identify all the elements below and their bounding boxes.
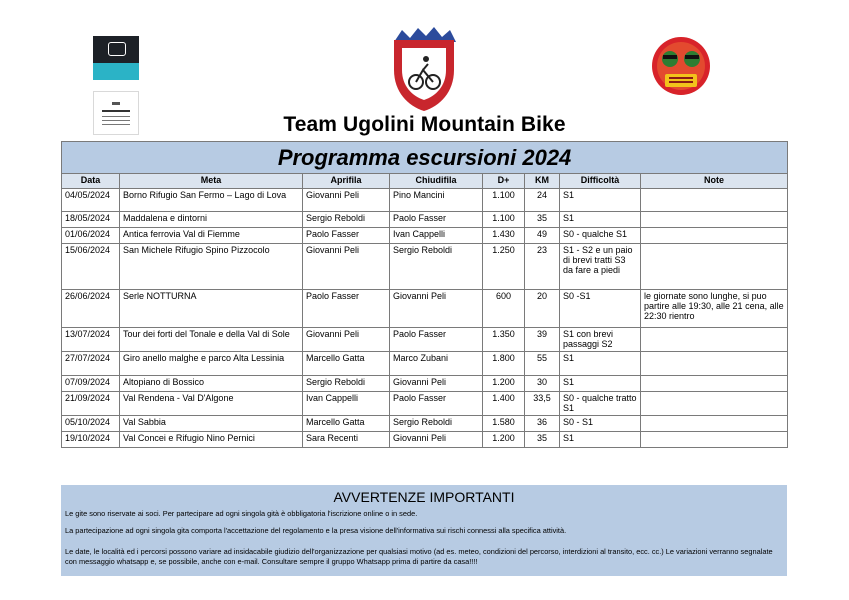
excursion-schedule-table — [61, 141, 788, 448]
table-row — [62, 228, 788, 244]
km-cell: 33,5 — [525, 392, 560, 416]
elevation-cell: 600 — [483, 290, 525, 328]
date-cell: 01/06/2024 — [62, 228, 120, 244]
sweeper-cell: Paolo Fasser — [390, 392, 483, 416]
date-cell: 15/06/2024 — [62, 244, 120, 290]
notice-title: AVVERTENZE IMPORTANTI — [333, 489, 515, 505]
table-row — [62, 189, 788, 212]
leader-cell: Marcello Gatta — [303, 416, 390, 432]
date-cell: 13/07/2024 — [62, 328, 120, 352]
elevation-cell: 1.350 — [483, 328, 525, 352]
difficulty-cell: S1 con brevi passaggi S2 — [560, 328, 641, 352]
table-row — [62, 352, 788, 376]
destination-cell: Val Sabbia — [120, 416, 303, 432]
km-cell: 30 — [525, 376, 560, 392]
date-cell: 07/09/2024 — [62, 376, 120, 392]
notes-cell — [641, 352, 788, 376]
notes-cell — [641, 432, 788, 448]
notes-cell — [641, 376, 788, 392]
sweeper-cell: Paolo Fasser — [390, 212, 483, 228]
difficulty-cell: S0 - qualche tratto S1 — [560, 392, 641, 416]
table-row — [62, 244, 788, 290]
difficulty-cell: S0 - qualche S1 — [560, 228, 641, 244]
column-header-date: Data — [62, 174, 120, 189]
date-cell: 27/07/2024 — [62, 352, 120, 376]
destination-cell: Altopiano di Bossico — [120, 376, 303, 392]
notice-line: Le date, le località ed i percorsi possono variare ad insidacabile giudizio dell'organizzazione per qualsiasi motivo (ad es. meteo, condizioni del percorso, interdizioni al transito, ecc. cc.) Le variazioni verranno segnalate con messaggio whatsapp e, se possibile, anche con e-mail. Consultare sempre il gruppo Whatsapp prima di partire da casa!!!! — [65, 547, 773, 566]
column-header-sweeper: Chiudifila — [390, 174, 483, 189]
destination-cell: Tour dei forti del Tonale e della Val di Sole — [120, 328, 303, 352]
sweeper-cell: Giovanni Peli — [390, 432, 483, 448]
elevation-cell: 1.580 — [483, 416, 525, 432]
elevation-cell: 1.100 — [483, 212, 525, 228]
leader-cell: Sara Recenti — [303, 432, 390, 448]
sweeper-cell: Giovanni Peli — [390, 290, 483, 328]
column-header-km: KM — [525, 174, 560, 189]
elevation-cell: 1.200 — [483, 432, 525, 448]
sweeper-cell: Giovanni Peli — [390, 376, 483, 392]
km-cell: 39 — [525, 328, 560, 352]
column-header-leader: Aprifila — [303, 174, 390, 189]
column-header-difficulty: Difficoltà — [560, 174, 641, 189]
table-row — [62, 376, 788, 392]
leader-cell: Paolo Fasser — [303, 228, 390, 244]
km-cell: 49 — [525, 228, 560, 244]
destination-cell: Giro anello malghe e parco Alta Lessinia — [120, 352, 303, 376]
km-cell: 24 — [525, 189, 560, 212]
difficulty-cell: S1 — [560, 352, 641, 376]
destination-cell: Borno Rifugio San Fermo – Lago di Lova — [120, 189, 303, 212]
notes-cell: le giornate sono lunghe, si puo partire alle 19:30, alle 21 cena, alle 22:30 rientro — [641, 290, 788, 328]
destination-cell: Antica ferrovia Val di Fiemme — [120, 228, 303, 244]
destination-cell: Maddalena e dintorni — [120, 212, 303, 228]
table-row — [62, 392, 788, 416]
km-cell: 36 — [525, 416, 560, 432]
km-cell: 55 — [525, 352, 560, 376]
destination-cell: San Michele Rifugio Spino Pizzocolo — [120, 244, 303, 290]
sweeper-cell: Sergio Reboldi — [390, 244, 483, 290]
table-row — [62, 416, 788, 432]
table-row — [62, 432, 788, 448]
brescia-team-crest — [388, 26, 460, 112]
notes-cell — [641, 212, 788, 228]
sweeper-cell: Pino Mancini — [390, 189, 483, 212]
date-cell: 05/10/2024 — [62, 416, 120, 432]
table-row — [62, 290, 788, 328]
km-cell: 23 — [525, 244, 560, 290]
difficulty-cell: S1 — [560, 189, 641, 212]
date-cell: 04/05/2024 — [62, 189, 120, 212]
leader-cell: Giovanni Peli — [303, 189, 390, 212]
date-cell: 19/10/2024 — [62, 432, 120, 448]
column-header-notes: Note — [641, 174, 788, 189]
km-cell: 20 — [525, 290, 560, 328]
difficulty-cell: S0 - S1 — [560, 416, 641, 432]
km-cell: 35 — [525, 432, 560, 448]
notes-cell — [641, 189, 788, 212]
km-cell: 35 — [525, 212, 560, 228]
table-row — [62, 212, 788, 228]
team-title: Team Ugolini Mountain Bike — [283, 113, 566, 136]
difficulty-cell: S1 — [560, 432, 641, 448]
leader-cell: Marcello Gatta — [303, 352, 390, 376]
elevation-cell: 1.250 — [483, 244, 525, 290]
important-notice — [61, 485, 787, 576]
difficulty-cell: S1 - S2 e un paio di brevi tratti S3 da fare a piedi — [560, 244, 641, 290]
column-header-elevation: D+ — [483, 174, 525, 189]
la-banda-bassotti-logo — [651, 36, 711, 96]
table-row — [62, 328, 788, 352]
leader-cell: Paolo Fasser — [303, 290, 390, 328]
column-header-destination: Meta — [120, 174, 303, 189]
ugolini-badge-icon — [93, 36, 139, 80]
leader-cell: Sergio Reboldi — [303, 376, 390, 392]
destination-cell: Val Concei e Rifugio Nino Pernici — [120, 432, 303, 448]
difficulty-cell: S0 -S1 — [560, 290, 641, 328]
destination-cell: Serle NOTTURNA — [120, 290, 303, 328]
leader-cell: Giovanni Peli — [303, 244, 390, 290]
elevation-cell: 1.200 — [483, 376, 525, 392]
elevation-cell: 1.100 — [483, 189, 525, 212]
sweeper-cell: Marco Zubani — [390, 352, 483, 376]
notice-line: La partecipazione ad ogni singola gita comporta l'accettazione del regolamento e la presa visione dell'informativa sui rischi connessi alla specifica attività. — [65, 525, 567, 535]
leader-cell: Ivan Cappelli — [303, 392, 390, 416]
date-cell: 26/06/2024 — [62, 290, 120, 328]
notes-cell — [641, 328, 788, 352]
notes-cell — [641, 416, 788, 432]
elevation-cell: 1.430 — [483, 228, 525, 244]
notes-cell — [641, 228, 788, 244]
date-cell: 18/05/2024 — [62, 212, 120, 228]
destination-cell: Val Rendena - Val D'Algone — [120, 392, 303, 416]
elevation-cell: 1.800 — [483, 352, 525, 376]
leader-cell: Sergio Reboldi — [303, 212, 390, 228]
sweeper-cell: Sergio Reboldi — [390, 416, 483, 432]
sweeper-cell: Paolo Fasser — [390, 328, 483, 352]
sweeper-cell: Ivan Cappelli — [390, 228, 483, 244]
date-cell: 21/09/2024 — [62, 392, 120, 416]
difficulty-cell: S1 — [560, 376, 641, 392]
leader-cell: Giovanni Peli — [303, 328, 390, 352]
notice-line: Le gite sono riservate ai soci. Per partecipare ad ogni singola gità è obbligatoria l'iscrizione online o in sede. — [65, 509, 418, 518]
notes-cell — [641, 392, 788, 416]
notes-cell — [641, 244, 788, 290]
program-title: Programma escursioni 2024 — [62, 142, 788, 174]
elevation-cell: 1.400 — [483, 392, 525, 416]
difficulty-cell: S1 — [560, 212, 641, 228]
